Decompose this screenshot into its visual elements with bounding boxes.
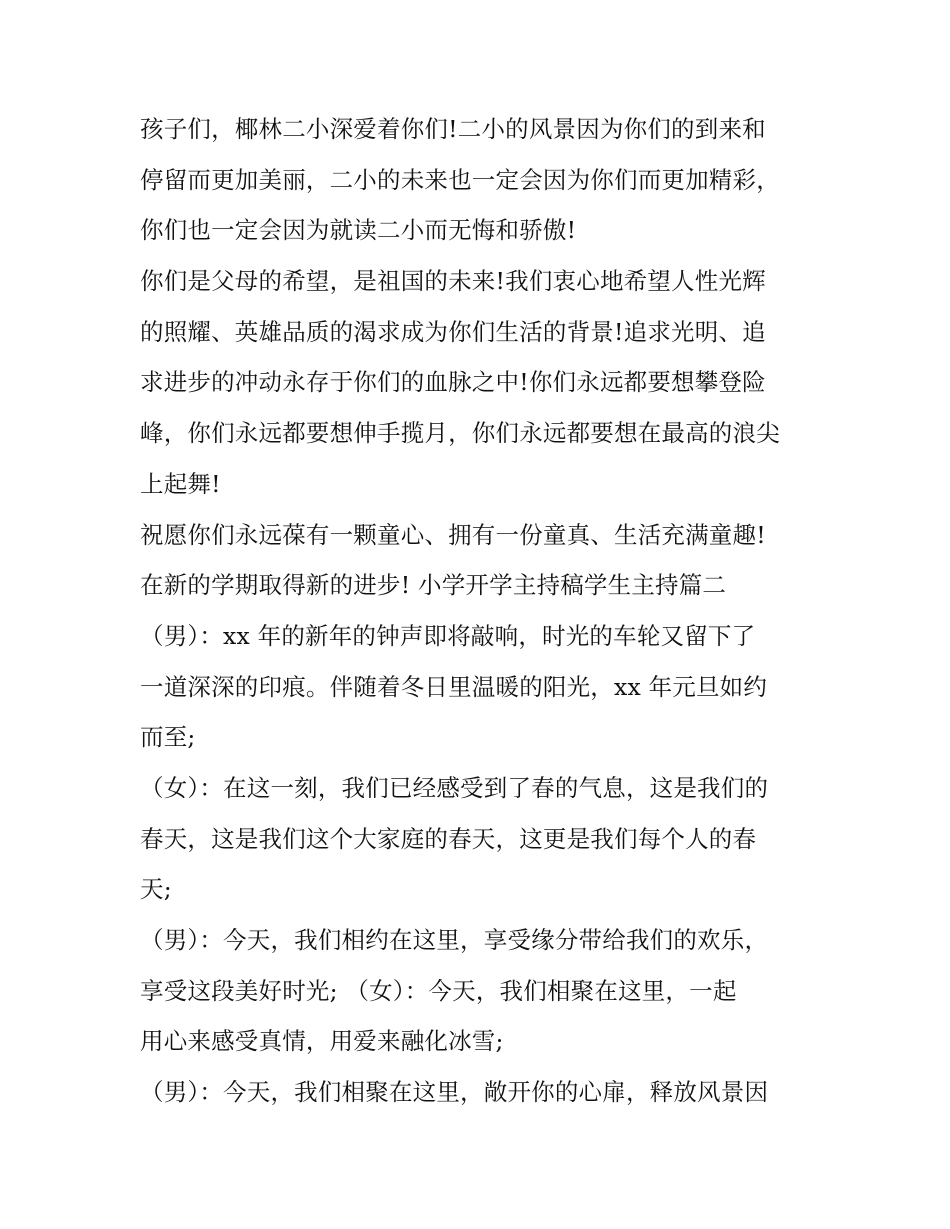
text-line: 祝愿你们永远葆有一颗童心、拥有一份童真、生活充满童趣!	[140, 520, 766, 549]
text-line: 的照耀、英雄品质的渴求成为你们生活的背景!追求光明、追	[140, 317, 766, 346]
text-line: 春天，这是我们这个大家庭的春天，这更是我们每个人的春	[140, 824, 757, 853]
text-line: 求进步的冲动永存于你们的血脉之中!你们永远都要想攀登险	[140, 368, 766, 397]
text-line: 天;	[140, 875, 172, 904]
text-line: 而至;	[140, 723, 196, 752]
text-line: 享受这段美好时光; （女）：今天，我们相聚在这里，一起	[140, 976, 737, 1005]
text-line: 用心来感受真情，用爱来融化冰雪;	[140, 1027, 504, 1056]
text-line: 孩子们，椰林二小深爱着你们!二小的风景因为你们的到来和	[140, 115, 766, 143]
document-body	[140, 104, 840, 1118]
text-line: 你们也一定会因为就读二小而无悔和骄傲!	[140, 216, 577, 245]
text-line: 在新的学期取得新的进步! 小学开学主持稿学生主持篇二	[140, 571, 727, 600]
text-line: （女）：在这一刻，我们已经感受到了春的气息，这是我们的	[140, 773, 769, 802]
text-line: 峰，你们永远都要想伸手揽月，你们永远都要想在最高的浪尖	[140, 419, 780, 448]
text-line: （男）：xx 年的新年的钟声即将敲响，时光的车轮又留下了	[140, 621, 756, 650]
text-line: （男）：今天，我们相聚在这里，敞开你的心扉，释放风景因	[140, 1078, 769, 1107]
text-line: 你们是父母的希望，是祖国的未来!我们衷心地希望人性光辉	[140, 267, 766, 296]
text-line: 停留而更加美丽，二小的未来也一定会因为你们而更加精彩，	[140, 165, 780, 194]
text-line: （男）：今天，我们相约在这里，享受缘分带给我们的欢乐，	[140, 926, 769, 954]
text-line: 一道深深的印痕。伴随着冬日里温暖的阳光，xx 年元旦如约	[140, 672, 768, 701]
text-line: 上起舞!	[140, 469, 221, 498]
